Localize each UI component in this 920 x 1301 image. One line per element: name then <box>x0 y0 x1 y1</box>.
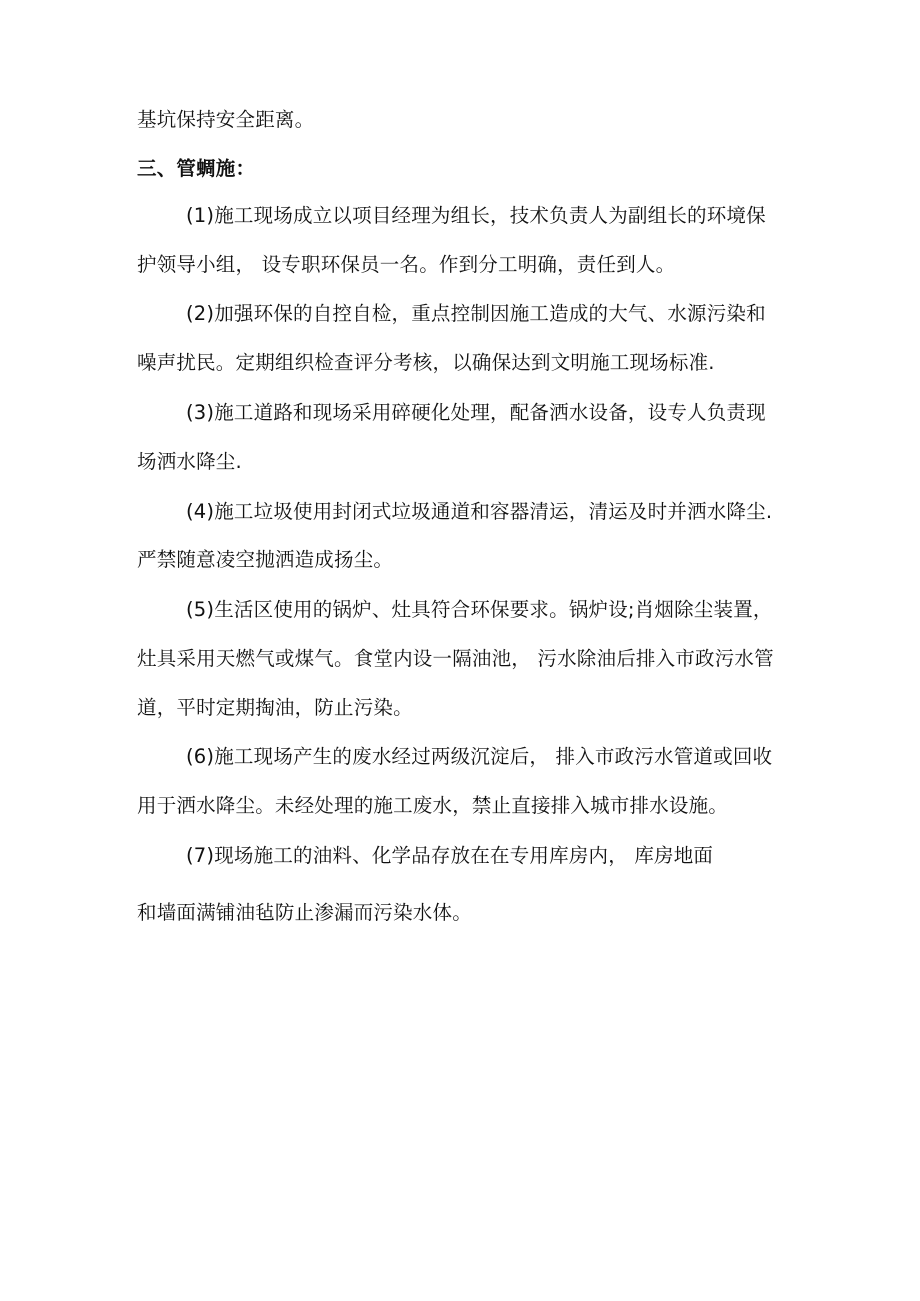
paragraph-line: (6)施工现场产生的废水经过两级沉淀后， 排入市政污水管道或回收 <box>186 745 773 768</box>
section-heading: 三、管蜩施： <box>137 157 256 180</box>
paragraph-line: 灶具采用天燃气或煤气。食堂内设一隔油池， 污水除油后排入市政污水管 <box>137 647 774 670</box>
intro-line: 基坑保持安全距离。 <box>137 108 315 131</box>
paragraph-line: (1)施工现场成立以项目经理为组长，技术负责人为副组长的环境保 <box>186 204 766 227</box>
paragraph-line: (7)现场施工的油料、化学品存放在在专用库房内， 库房地面 <box>186 844 714 867</box>
paragraph-line: 场洒水降尘. <box>137 450 242 473</box>
paragraph-line: (4)施工垃圾使用封闭式垃圾通道和容器清运，清运及时并洒水降尘. <box>186 500 773 523</box>
paragraph-line: 护领导小组， 设专职环保员一名。作到分工明确，责任到人。 <box>137 253 676 276</box>
paragraph-line: (5)生活区使用的锅炉、灶具符合环保要求。锅炉设;肖烟除尘装置， <box>186 598 773 621</box>
paragraph-line: 噪声扰民。定期组织检查评分考核，以确保达到文明施工现场标准. <box>137 351 715 374</box>
paragraph-line: 用于洒水降尘。未经处理的施工废水，禁止直接排入城市排水设施。 <box>137 794 729 817</box>
paragraph-line: (2)加强环保的自控自检，重点控制因施工造成的大气、水源污染和 <box>186 302 766 325</box>
paragraph-line: 道，平时定期掏油，防止污染。 <box>137 696 413 719</box>
paragraph-line: 严禁随意凌空抛洒造成扬尘。 <box>137 548 394 571</box>
paragraph-line: (3)施工道路和现场采用碎硬化处理，配备洒水设备，设专人负责现 <box>186 401 766 424</box>
paragraph-line: 和墙面满铺油毡防止渗漏而污染水体。 <box>137 901 472 924</box>
